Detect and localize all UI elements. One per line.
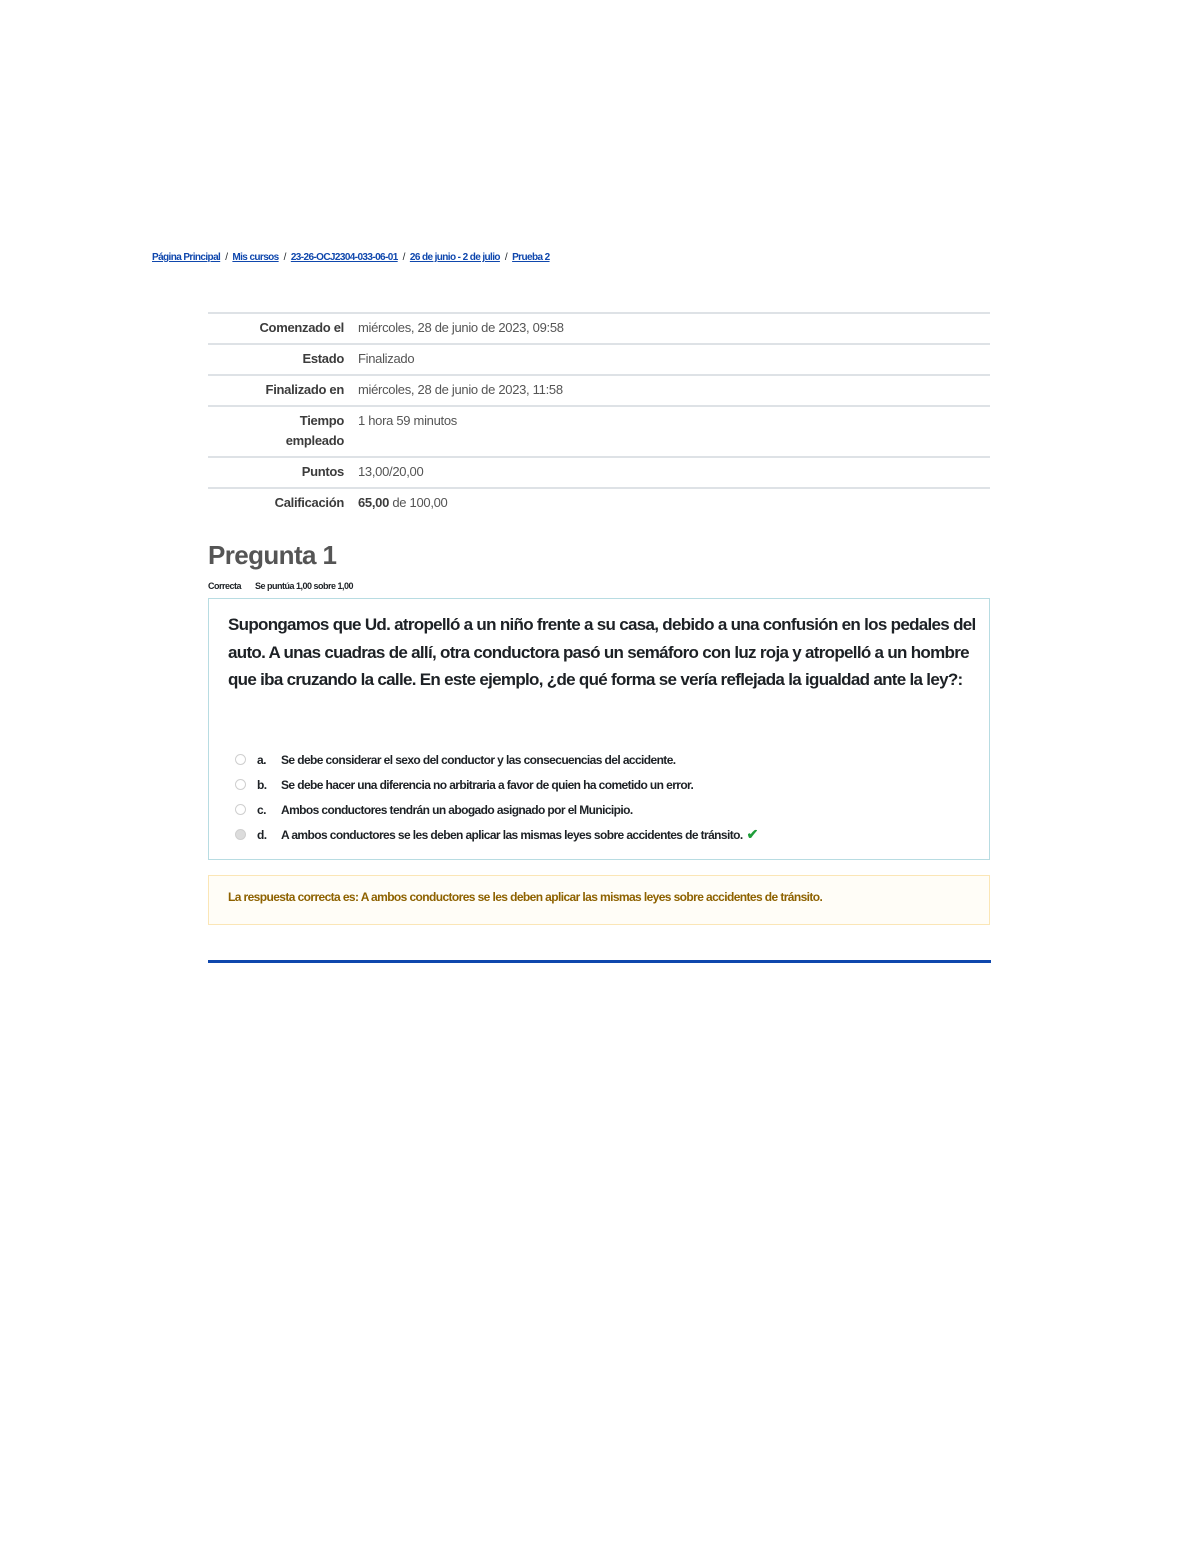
answer-letter: d.	[257, 827, 267, 842]
breadcrumb-separator: /	[504, 252, 508, 263]
summary-label: Finalizado en	[265, 382, 344, 397]
summary-row-started	[208, 314, 990, 345]
breadcrumb-separator: /	[402, 252, 405, 263]
question-title: Pregunta 1	[208, 540, 337, 570]
summary-label: Comenzado el	[259, 320, 344, 335]
summary-value	[344, 489, 990, 518]
answer-option-c[interactable]	[235, 797, 758, 822]
breadcrumb-home-link[interactable]: Página Principal	[152, 252, 221, 263]
feedback-text: La respuesta correcta es: A ambos conductores se les deben aplicar las mismas leyes sobre accidentes de tránsito.	[228, 890, 823, 904]
check-icon: ✔	[746, 826, 758, 842]
answer-letter: b.	[257, 777, 267, 792]
radio-button-selected[interactable]	[235, 829, 246, 840]
answer-text: Ambos conductores tendrán un abogado asignado por el Municipio.	[281, 802, 633, 817]
breadcrumb	[152, 252, 550, 263]
radio-button[interactable]	[235, 779, 246, 790]
answer-option-d[interactable]	[235, 822, 758, 847]
right-answer-feedback	[208, 875, 990, 925]
answer-option-b[interactable]	[235, 772, 758, 797]
breadcrumb-separator: /	[283, 252, 286, 263]
summary-row-state	[208, 345, 990, 376]
breadcrumb-quiz-link[interactable]: Prueba 2	[512, 252, 550, 263]
answer-text: A ambos conductores se les deben aplicar las mismas leyes sobre accidentes de tránsito.	[281, 827, 743, 842]
question-content	[208, 598, 990, 860]
summary-row-time	[208, 407, 990, 458]
grade-value: 65,00	[358, 495, 390, 510]
question-state: Correcta	[208, 581, 242, 591]
answer-text: Se debe hacer una diferencia no arbitraria a favor de quien ha cometido un error.	[281, 777, 694, 792]
grade-suffix: de 100,00	[389, 495, 448, 510]
answer-option-a[interactable]	[235, 747, 758, 772]
question-text: Supongamos que Ud. atropelló a un niño frente a su casa, debido a una confusión en los pedales del auto. A unas cuadras de allí, otra conductora pasó un semáforo con luz roja y atropelló a un hombre que iba cruzando la calle. En este ejemplo, ¿de qué forma se vería reflejada la igualdad ante la ley?:	[228, 615, 976, 689]
summary-row-points	[208, 458, 990, 489]
breadcrumb-course-link[interactable]: 23-26-OCJ2304-033-06-01	[290, 252, 398, 263]
question-grade: Se puntúa 1,00 sobre 1,00	[255, 581, 354, 591]
summary-value: Finalizado	[358, 351, 415, 366]
summary-value: miércoles, 28 de junio de 2023, 11:58	[358, 382, 563, 397]
summary-label: Puntos	[301, 464, 344, 479]
summary-label: Tiempo empleado	[285, 413, 344, 448]
summary-label: Calificación	[274, 495, 344, 510]
answer-list	[235, 747, 758, 847]
divider	[208, 960, 991, 963]
radio-button[interactable]	[235, 754, 246, 765]
summary-value: 13,00/20,00	[358, 464, 424, 479]
answer-text: Se debe considerar el sexo del conductor y las consecuencias del accidente.	[281, 752, 676, 767]
breadcrumb-separator: /	[225, 252, 228, 263]
radio-button[interactable]	[235, 804, 246, 815]
attempt-summary-table	[208, 312, 990, 518]
breadcrumb-week-link[interactable]: 26 de junio - 2 de julio	[409, 252, 500, 263]
breadcrumb-my-courses-link[interactable]: Mis cursos	[232, 252, 279, 263]
summary-value: 1 hora 59 minutos	[358, 413, 457, 428]
summary-value: miércoles, 28 de junio de 2023, 09:58	[358, 320, 564, 335]
answer-letter: a.	[257, 752, 266, 767]
question-info	[208, 581, 353, 591]
summary-row-finished	[208, 376, 990, 407]
summary-row-grade	[208, 489, 990, 518]
summary-label: Estado	[302, 351, 344, 366]
answer-letter: c.	[257, 802, 266, 817]
